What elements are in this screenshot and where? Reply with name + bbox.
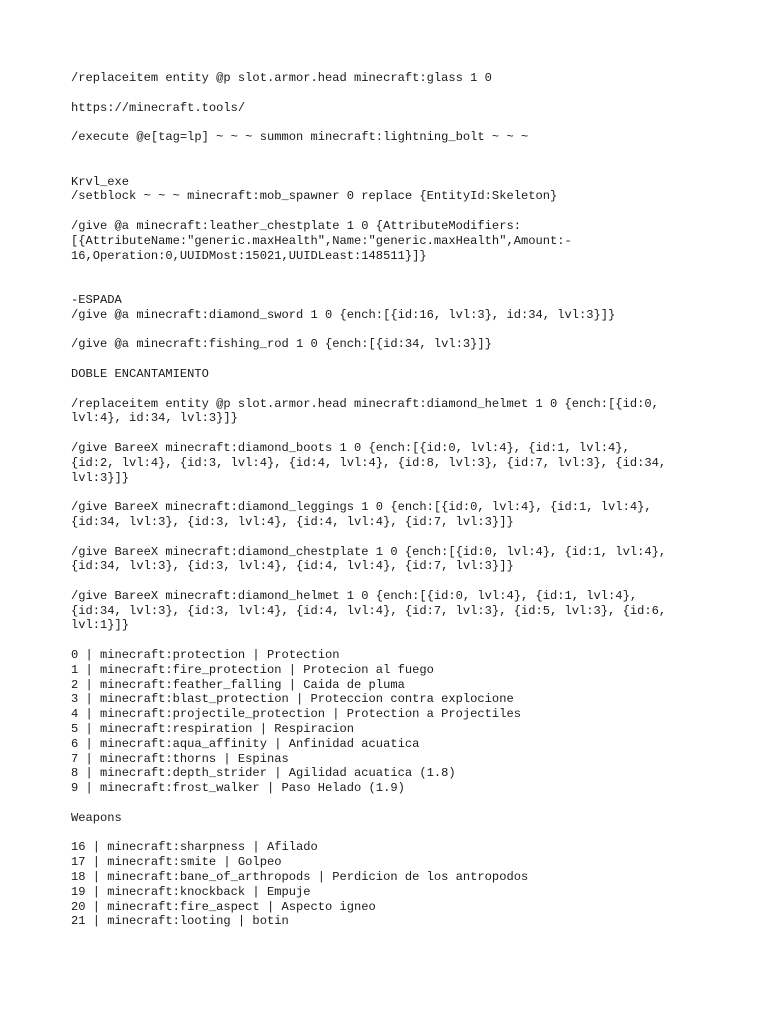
text-line: Weapons — [71, 810, 122, 825]
text-line: Krvl_exe — [71, 174, 130, 189]
list-item: 5 | minecraft:respiration | Respiracion — [71, 722, 355, 737]
text-line: /give @a minecraft:fishing_rod 1 0 {ench:[{id:34, lvl:3}]} — [71, 337, 492, 352]
text-line: 16,Operation:0,UUIDMost:15021,UUIDLeast:148511}]} — [71, 248, 427, 263]
text-line: [{AttributeName:"generic.maxHealth",Name:"generic.maxHealth",Amount:- — [71, 233, 572, 248]
text-block — [71, 337, 701, 352]
text-block — [71, 367, 701, 382]
text-line: /setblock ~ ~ ~ minecraft:mob_spawner 0 replace {EntityId:Skeleton} — [71, 189, 558, 204]
list-item: 18 | minecraft:bane_of_arthropods | Perdicion de los antropodos — [71, 870, 529, 885]
text-block — [71, 293, 701, 323]
list-item: 21 | minecraft:looting | botin — [71, 914, 289, 929]
text-line: DOBLE ENCANTAMIENTO — [71, 366, 209, 381]
list-item: 20 | minecraft:fire_aspect | Aspecto igneo — [71, 899, 376, 914]
list-item: 1 | minecraft:fire_protection | Protecion al fuego — [71, 662, 434, 677]
text-line: {id:34, lvl:3}, {id:3, lvl:4}, {id:4, lvl:4}, {id:7, lvl:3}]} — [71, 559, 514, 574]
text-line: /give @a minecraft:leather_chestplate 1 0 {AttributeModifiers: — [71, 218, 521, 233]
list-item: 9 | minecraft:frost_walker | Paso Helado (1.9) — [71, 781, 405, 796]
text-block — [71, 545, 701, 575]
list-item: 7 | minecraft:thorns | Espinas — [71, 751, 289, 766]
text-block — [71, 500, 701, 530]
text-line: lvl:1}]} — [71, 618, 130, 633]
text-block — [71, 71, 701, 86]
list-item: 0 | minecraft:protection | Protection — [71, 648, 340, 663]
text-block — [71, 101, 701, 116]
text-block — [71, 397, 701, 427]
text-line: /give @a minecraft:diamond_sword 1 0 {ench:[{id:16, lvl:3}, id:34, lvl:3}]} — [71, 307, 616, 322]
text-line: /give BareeX minecraft:diamond_boots 1 0 {ench:[{id:0, lvl:4}, {id:1, lvl:4}, — [71, 440, 630, 455]
text-block — [71, 175, 701, 205]
list-item: 2 | minecraft:feather_falling | Caida de pluma — [71, 677, 405, 692]
text-line: {id:34, lvl:3}, {id:3, lvl:4}, {id:4, lvl:4}, {id:7, lvl:3}, {id:5, lvl:3}, {id:6, — [71, 603, 667, 618]
text-block — [71, 441, 701, 485]
text-block — [71, 130, 701, 145]
section-heading — [71, 811, 701, 826]
text-line: {id:34, lvl:3}, {id:3, lvl:4}, {id:4, lvl:4}, {id:7, lvl:3}]} — [71, 514, 514, 529]
text-block — [71, 589, 701, 633]
text-line: {id:2, lvl:4}, {id:3, lvl:4}, {id:4, lvl:4}, {id:8, lvl:3}, {id:7, lvl:3}, {id:34, — [71, 455, 667, 470]
document-page — [71, 71, 701, 944]
text-line: /give BareeX minecraft:diamond_chestplate 1 0 {ench:[{id:0, lvl:4}, {id:1, lvl:4}, — [71, 544, 667, 559]
list-item: 16 | minecraft:sharpness | Afilado — [71, 840, 318, 855]
list-item: 17 | minecraft:smite | Golpeo — [71, 855, 282, 870]
list-item: 19 | minecraft:knockback | Empuje — [71, 884, 311, 899]
text-line: -ESPADA — [71, 292, 122, 307]
text-block — [71, 219, 701, 263]
enchantment-list — [71, 648, 701, 796]
text-line: /give BareeX minecraft:diamond_helmet 1 0 {ench:[{id:0, lvl:4}, {id:1, lvl:4}, — [71, 588, 638, 603]
list-item: 8 | minecraft:depth_strider | Agilidad acuatica (1.8) — [71, 766, 456, 781]
text-line: https://minecraft.tools/ — [71, 100, 246, 115]
text-line: /replaceitem entity @p slot.armor.head minecraft:glass 1 0 — [71, 71, 492, 85]
list-item: 4 | minecraft:projectile_protection | Protection a Projectiles — [71, 707, 521, 722]
text-line: /give BareeX minecraft:diamond_leggings 1 0 {ench:[{id:0, lvl:4}, {id:1, lvl:4}, — [71, 500, 652, 515]
weapons-list — [71, 840, 701, 929]
text-line: lvl:3}]} — [71, 470, 130, 485]
list-item: 6 | minecraft:aqua_affinity | Anfinidad acuatica — [71, 736, 420, 751]
text-line: /execute @e[tag=lp] ~ ~ ~ summon minecraft:lightning_bolt ~ ~ ~ — [71, 130, 529, 145]
list-item: 3 | minecraft:blast_protection | Proteccion contra explocione — [71, 692, 514, 707]
text-line: /replaceitem entity @p slot.armor.head minecraft:diamond_helmet 1 0 {ench:[{id:0, — [71, 396, 659, 411]
text-line: lvl:4}, id:34, lvl:3}]} — [71, 411, 238, 426]
